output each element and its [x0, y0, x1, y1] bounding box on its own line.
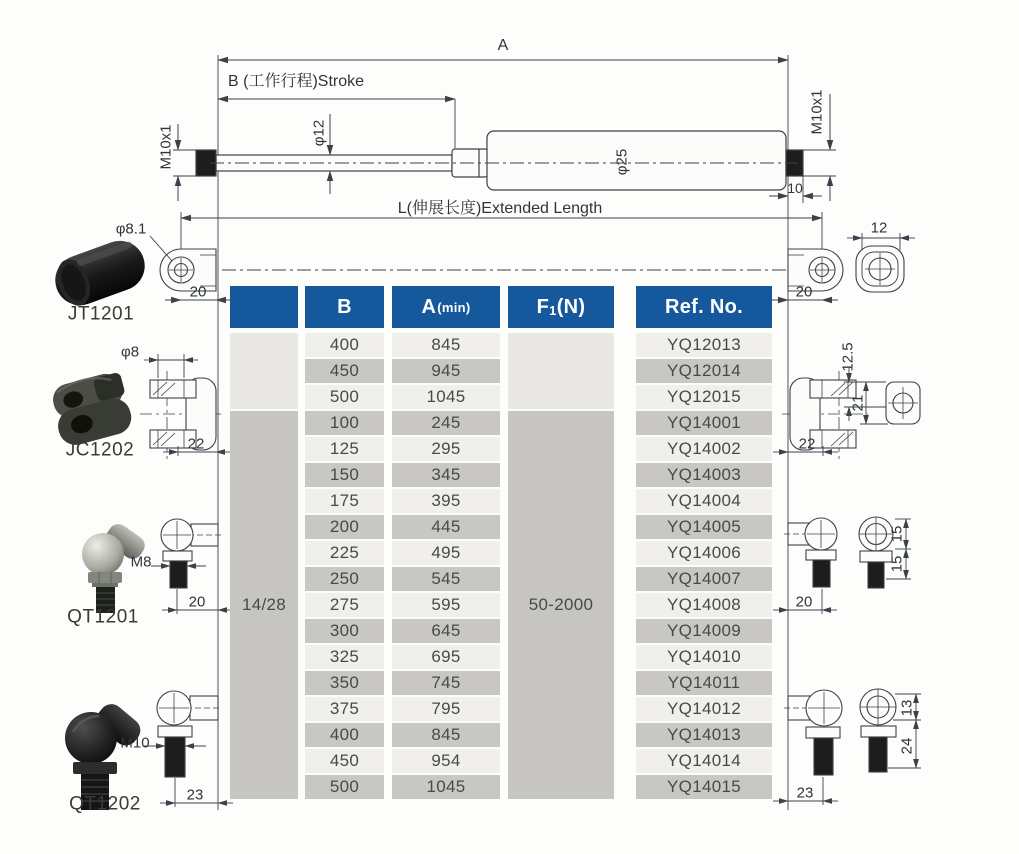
dim-qt1202-thread-label: M10 [120, 734, 150, 752]
table-cell: YQ14013 [636, 723, 772, 747]
dim-ball-large-dim2-label: 24 [898, 737, 916, 755]
table-cell: 450 [305, 359, 384, 383]
table-cell: 845 [392, 723, 500, 747]
table-cell: 250 [305, 567, 384, 591]
table-cell: 175 [305, 489, 384, 513]
table-cell: YQ14015 [636, 775, 772, 799]
dim-ball-large-width-label: 23 [796, 784, 814, 802]
table-cell: YQ14005 [636, 515, 772, 539]
table-cell: 325 [305, 645, 384, 669]
part-label-qt1201: QT1201 [67, 606, 139, 628]
table-cell: 695 [392, 645, 500, 669]
table-cell: 150 [305, 463, 384, 487]
table-cell: 450 [305, 749, 384, 773]
table-cell: 795 [392, 697, 500, 721]
table-cell: YQ14014 [636, 749, 772, 773]
table-cell: YQ14001 [636, 411, 772, 435]
table-cell: YQ12015 [636, 385, 772, 409]
table-cell: 245 [392, 411, 500, 435]
header-b: B [305, 286, 384, 331]
f1-range-cell: 50-2000 [508, 411, 614, 799]
table-cell: 954 [392, 749, 500, 773]
table-cell: YQ14004 [636, 489, 772, 513]
dim-rod-diameter-label: φ12 [310, 119, 328, 147]
table-cell: 300 [305, 619, 384, 643]
table-cell: 375 [305, 697, 384, 721]
spec-table [230, 286, 772, 799]
table-cell: 275 [305, 593, 384, 617]
table-cell: YQ14002 [636, 437, 772, 461]
dim-eyelet-front-width-label: 12 [870, 219, 888, 237]
table-cell: 1045 [392, 385, 500, 409]
dim-jc1202-width-label: 22 [187, 435, 205, 453]
table-cell: 445 [392, 515, 500, 539]
table-cell: YQ14007 [636, 567, 772, 591]
dim-eyelet-width-left-label: 20 [189, 283, 207, 301]
table-cell: 295 [392, 437, 500, 461]
table-cell: YQ14011 [636, 671, 772, 695]
table-cell: 495 [392, 541, 500, 565]
part-label-jt1201: JT1201 [67, 303, 135, 325]
gas-spring-side-view [196, 131, 803, 190]
table-cell: 745 [392, 671, 500, 695]
table-cell: 350 [305, 671, 384, 695]
dim-ball-small-dim2-label: 15 [888, 555, 906, 573]
table-cell: 845 [392, 333, 500, 357]
table-cell: 200 [305, 515, 384, 539]
dim-stroke-label: B (工作行程)Stroke [228, 73, 365, 90]
table-cell: 345 [392, 463, 500, 487]
dim-ball-small-dim1-label: 15 [888, 525, 906, 543]
jt1201-photo [48, 234, 152, 312]
part-label-qt1202: QT1202 [69, 793, 141, 815]
dia-leader-line [150, 236, 172, 261]
dim-thread-length-label: 10 [787, 180, 803, 196]
table-cell: 945 [392, 359, 500, 383]
table-cell: 100 [305, 411, 384, 435]
jc1202-photo [48, 370, 136, 449]
dim-clevis-right-slot-label: 12.5 [839, 342, 857, 372]
table-cell: 500 [305, 775, 384, 799]
dim-clevis-right-width-label: 22 [798, 435, 816, 453]
dim-ball-large-dim1-label: 13 [898, 699, 916, 717]
header-ref-no: Ref. No. [636, 286, 772, 331]
jc1202-clevis-drawing [140, 354, 231, 459]
table-cell: 225 [305, 541, 384, 565]
table-cell: 395 [392, 489, 500, 513]
dim-clevis-right-height-label: 21 [849, 394, 867, 412]
dim-qt1202-width-label: 23 [186, 786, 204, 804]
dim-eyelet-width-right-label: 20 [795, 283, 813, 301]
dim-qt1201-width-label: 20 [188, 593, 206, 611]
table-cell: YQ14006 [636, 541, 772, 565]
table-cell: YQ14003 [636, 463, 772, 487]
table-cell: YQ12014 [636, 359, 772, 383]
table-cell: YQ14010 [636, 645, 772, 669]
table-cell: 645 [392, 619, 500, 643]
table-cell: 400 [305, 723, 384, 747]
dim-thread-left-label: M10x1 [157, 124, 175, 170]
dim-jc1202-hole-dia-label: φ8 [120, 343, 140, 361]
dim-tube-diameter-label: φ25 [613, 148, 631, 176]
dim-overall-length-label: A [497, 37, 509, 54]
table-cell: 1045 [392, 775, 500, 799]
part-label-jc1202: JC1202 [65, 439, 135, 461]
clevis-drawing-right [773, 368, 920, 459]
header-empty [230, 286, 298, 331]
table-cell: YQ14008 [636, 593, 772, 617]
table-cell: 545 [392, 567, 500, 591]
table-cell: YQ12013 [636, 333, 772, 357]
table-cell: 595 [392, 593, 500, 617]
b-group-cell: 14/28 [230, 411, 298, 799]
header-f1n: F 1 (N) [508, 286, 614, 331]
table-cell: YQ14012 [636, 697, 772, 721]
dim-jt1201-hole-dia-label: φ8.1 [115, 220, 147, 238]
dim-qt1201-thread-label: M8 [130, 553, 152, 571]
dim-thread-right-label: M10x1 [808, 89, 826, 135]
header-a-min: A (min) [392, 286, 500, 331]
table-cell: 400 [305, 333, 384, 357]
table-cell: 500 [305, 385, 384, 409]
table-cell: YQ14009 [636, 619, 772, 643]
dim-ball-small-width-label: 20 [795, 593, 813, 611]
dim-extended-length-label: L(伸展长度)Extended Length [397, 200, 603, 217]
table-cell: 125 [305, 437, 384, 461]
b-group-empty-cell [230, 333, 298, 409]
f1-empty-cell [508, 333, 614, 409]
